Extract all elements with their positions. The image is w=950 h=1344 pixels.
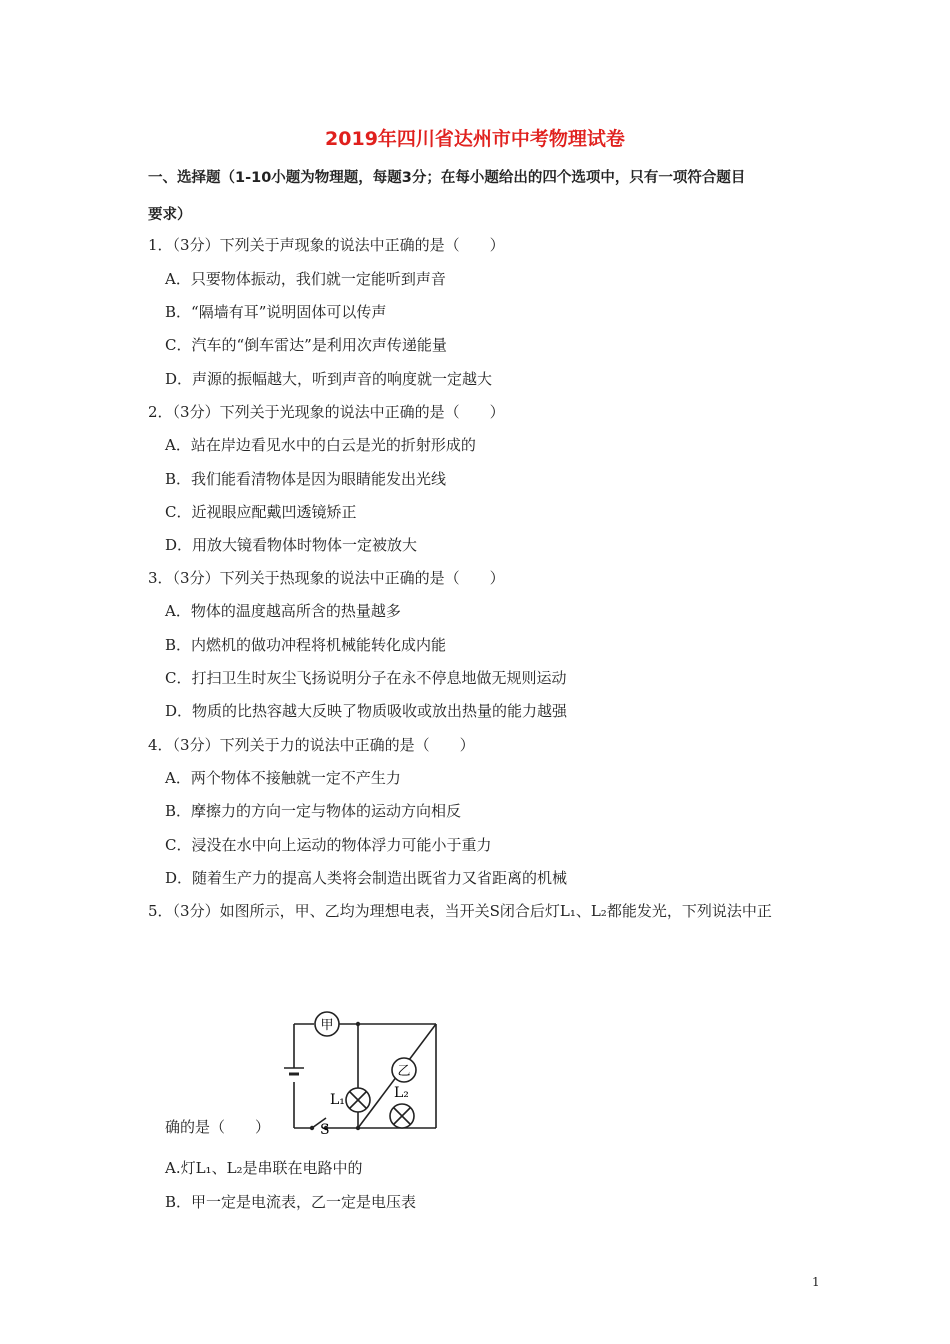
question-1-option-a: A．只要物体振动，我们就一定能听到声音 <box>165 270 446 288</box>
question-5-option-a: A.灯L₁、L₂是串联在电路中的 <box>165 1159 363 1177</box>
question-3-option-a: A．物体的温度越高所含的热量越多 <box>165 602 401 620</box>
question-1-option-d: D．声源的振幅越大，听到声音的响度就一定越大 <box>165 370 493 388</box>
question-5-option-b: B．甲一定是电流表，乙一定是电压表 <box>165 1193 417 1211</box>
circuit-diagram <box>280 1010 450 1135</box>
section-heading-line2: 要求） <box>148 207 192 223</box>
question-3-option-c: C．打扫卫生时灰尘飞扬说明分子在永不停息地做无规则运动 <box>165 669 567 687</box>
meter-jia-label: 甲 <box>320 1018 334 1033</box>
page-title: 2019年四川省达州市中考物理试卷 <box>325 128 625 150</box>
lamp-l2-label: L₂ <box>394 1085 409 1101</box>
question-3-stem: 3．（3分）下列关于热现象的说法中正确的是（ ） <box>148 569 505 587</box>
question-1-option-c: C．汽车的“倒车雷达”是利用次声传递能量 <box>165 336 447 354</box>
question-2-option-d: D．用放大镜看物体时物体一定被放大 <box>165 536 418 554</box>
question-1-stem: 1．（3分）下列关于声现象的说法中正确的是（ ） <box>148 236 505 254</box>
question-4-stem: 4．（3分）下列关于力的说法中正确的是（ ） <box>148 736 475 754</box>
question-2-option-c: C．近视眼应配戴凹透镜矫正 <box>165 503 357 521</box>
question-5-stem-continued: 确的是（ ） <box>165 1118 271 1136</box>
question-3-option-b: B．内燃机的做功冲程将机械能转化成内能 <box>165 636 447 654</box>
question-4-option-d: D．随着生产力的提高人类将会制造出既省力又省距离的机械 <box>165 869 568 887</box>
question-3-option-d: D．物质的比热容越大反映了物质吸收或放出热量的能力越强 <box>165 702 568 720</box>
page-number: 1 <box>812 1275 820 1289</box>
question-4-option-c: C．浸没在水中向上运动的物体浮力可能小于重力 <box>165 836 492 854</box>
meter-yi-label: 乙 <box>397 1064 411 1079</box>
question-2-option-a: A．站在岸边看见水中的白云是光的折射形成的 <box>165 436 476 454</box>
question-5-stem: 5．（3分）如图所示，甲、乙均为理想电表，当开关S闭合后灯L₁、L₂都能发光，下列说法中正 <box>148 902 772 920</box>
question-1-option-b: B．“隔墙有耳”说明固体可以传声 <box>165 303 387 321</box>
question-2-stem: 2．（3分）下列关于光现象的说法中正确的是（ ） <box>148 403 505 421</box>
switch-label: S <box>320 1122 330 1135</box>
question-4-option-a: A．两个物体不接触就一定不产生力 <box>165 769 401 787</box>
question-2-option-b: B．我们能看清物体是因为眼睛能发出光线 <box>165 470 447 488</box>
lamp-l1-label: L₁ <box>330 1092 345 1108</box>
question-4-option-b: B．摩擦力的方向一定与物体的运动方向相反 <box>165 802 462 820</box>
section-heading-line1: 一、选择题（1-10小题为物理题，每题3分；在每小题给出的四个选项中，只有一项符合题目 <box>148 170 746 186</box>
